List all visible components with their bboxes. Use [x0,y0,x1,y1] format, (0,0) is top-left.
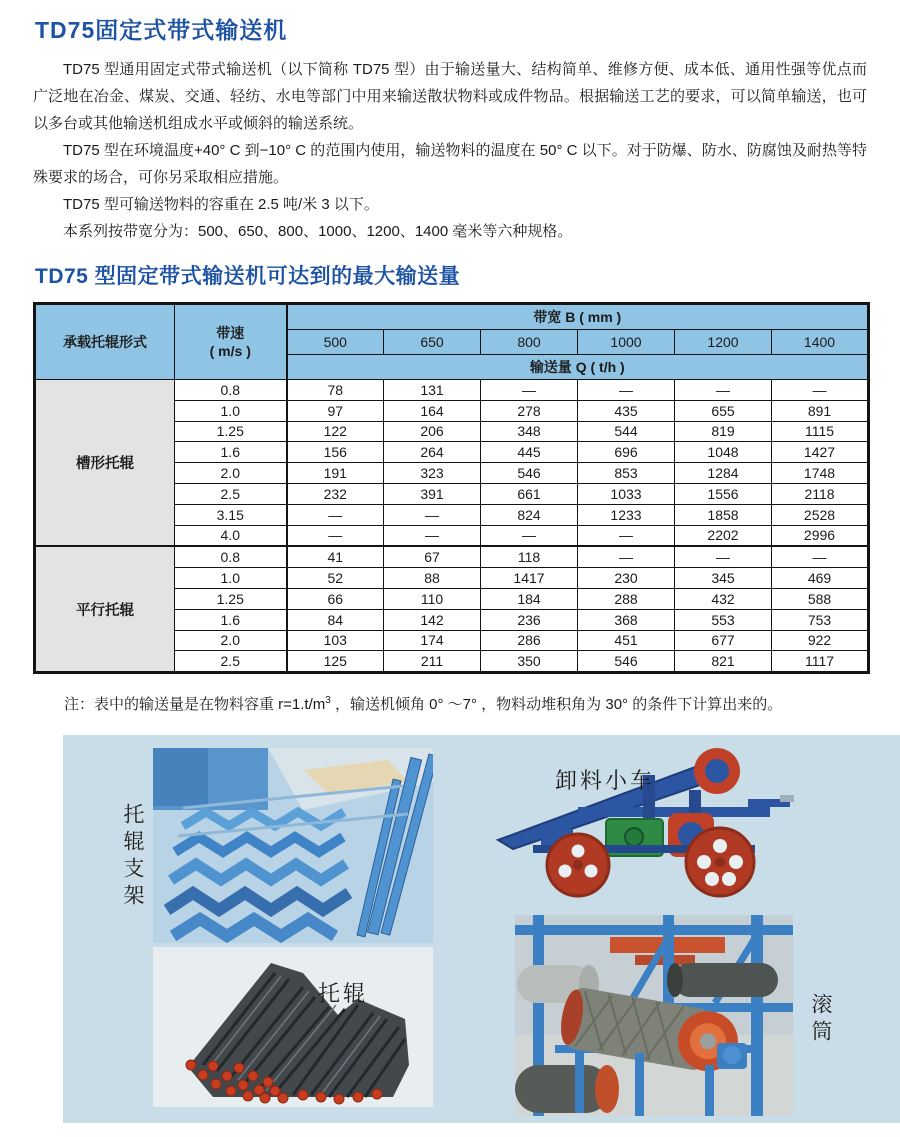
drum-photo [515,915,793,1116]
capacity-cell: 1233 [578,504,675,525]
capacity-cell: 922 [772,630,869,651]
capacity-cell: 350 [481,651,578,673]
capacity-cell: — [578,380,675,401]
capacity-cell: — [287,525,384,546]
roller-type-cell: 槽形托辊 [35,380,175,547]
capacity-cell: 174 [384,630,481,651]
capacity-cell: 891 [772,400,869,421]
capacity-cell: 553 [675,609,772,630]
speed-cell: 0.8 [175,546,287,567]
capacity-cell: 432 [675,588,772,609]
capacity-cell: 156 [287,442,384,463]
corner-header-cell: 承载托辊形式 [35,304,175,380]
capacity-cell: 1748 [772,463,869,484]
capacity-cell: 853 [578,463,675,484]
capacity-cell: 78 [287,380,384,401]
capacity-cell: 696 [578,442,675,463]
capacity-cell: 88 [384,568,481,589]
bandwidth-value-cell: 650 [384,330,481,355]
speed-cell: 0.8 [175,380,287,401]
capacity-cell: 1284 [675,463,772,484]
capacity-cell: 122 [287,421,384,442]
capacity-cell: 2528 [772,504,869,525]
capacity-cell: 469 [772,568,869,589]
capacity-cell: 118 [481,546,578,567]
page-title: TD75固定式带式输送机 [35,17,288,43]
roller-photo-label: 托辊 [318,981,369,1007]
capacity-cell: 52 [287,568,384,589]
table-header [35,304,869,380]
capacity-cell: 661 [481,483,578,504]
roller-photo [153,947,433,1107]
capacity-cell: 753 [772,609,869,630]
speed-cell: 1.25 [175,588,287,609]
speed-cell: 2.0 [175,630,287,651]
table-row [35,380,869,401]
capacity-cell: 142 [384,609,481,630]
roller-type-cell: 平行托辊 [35,546,175,672]
capacity-cell: 655 [675,400,772,421]
bandwidth-value-cell: 1000 [578,330,675,355]
capacity-cell: 588 [772,588,869,609]
capacity-cell: 41 [287,546,384,567]
capacity-cell: 278 [481,400,578,421]
capacity-cell: — [287,504,384,525]
capacity-cell: 1427 [772,442,869,463]
capacity-cell: 345 [675,568,772,589]
bracket-photo [153,748,433,943]
speed-cell: 1.0 [175,568,287,589]
speed-cell: 1.6 [175,609,287,630]
capacity-cell: — [578,525,675,546]
speed-header-line1: 带速 [216,324,245,341]
speed-cell: 1.0 [175,400,287,421]
capacity-table [33,302,870,674]
capacity-cell: 67 [384,546,481,567]
drum-photo-label: 滚筒 [809,993,832,1048]
capacity-cell: 66 [287,588,384,609]
capacity-cell: 191 [287,463,384,484]
capacity-cell: 110 [384,588,481,609]
note-suffix: ，输送机倾角 0° ～7° ，物料动堆积角为 30° 的条件下计算出来的。 [330,696,783,714]
capacity-cell: 445 [481,442,578,463]
speed-cell: 3.15 [175,504,287,525]
speed-cell: 4.0 [175,525,287,546]
capacity-cell: — [772,546,869,567]
capacity-cell: 323 [384,463,481,484]
capacity-cell: 1417 [481,568,578,589]
photo-panel [63,735,900,1123]
bandwidth-value-cell: 1200 [675,330,772,355]
capacity-cell: 544 [578,421,675,442]
capacity-cell: 184 [481,588,578,609]
speed-header-cell [175,304,287,380]
capacity-header-cell: 输送量 Q ( t/h ) [287,355,869,380]
capacity-cell: — [384,525,481,546]
speed-cell: 2.0 [175,463,287,484]
capacity-cell: 236 [481,609,578,630]
capacity-cell: 230 [578,568,675,589]
note-superscript: 3 [325,695,331,707]
bracket-photo-label: 托辊支架 [121,803,144,912]
capacity-cell: 1048 [675,442,772,463]
capacity-cell: 824 [481,504,578,525]
capacity-cell: 103 [287,630,384,651]
capacity-cell: — [675,380,772,401]
capacity-cell: 1033 [578,483,675,504]
capacity-cell: — [384,504,481,525]
capacity-cell: 677 [675,630,772,651]
capacity-cell: 391 [384,483,481,504]
speed-header-line2: ( m/s ) [209,343,251,359]
capacity-cell: 1858 [675,504,772,525]
capacity-cell: — [481,525,578,546]
capacity-cell: 288 [578,588,675,609]
capacity-cell: 264 [384,442,481,463]
capacity-cell: 348 [481,421,578,442]
capacity-cell: 97 [287,400,384,421]
table-note [33,693,867,714]
trolley-photo-label: 卸料小车 [555,768,656,794]
speed-cell: 2.5 [175,483,287,504]
capacity-cell: 131 [384,380,481,401]
capacity-cell: — [772,380,869,401]
capacity-cell: 435 [578,400,675,421]
capacity-cell: 206 [384,421,481,442]
table-heading: TD75 型固定带式输送机可达到的最大输送量 [35,265,461,288]
speed-cell: 1.25 [175,421,287,442]
bandwidth-value-cell: 500 [287,330,384,355]
capacity-cell: 286 [481,630,578,651]
capacity-cell: 819 [675,421,772,442]
capacity-cell: 1115 [772,421,869,442]
capacity-cell: 125 [287,651,384,673]
capacity-table-body [35,380,869,673]
capacity-cell: 211 [384,651,481,673]
capacity-cell: 2202 [675,525,772,546]
note-prefix: 注：表中的输送量是在物料容重 r=1.t/m [64,696,326,714]
capacity-cell: — [675,546,772,567]
bandwidth-header-cell: 带宽 B ( mm ) [287,304,869,330]
table-row [35,546,869,567]
capacity-cell: 164 [384,400,481,421]
capacity-cell: 821 [675,651,772,673]
capacity-cell: 546 [481,463,578,484]
bandwidth-value-cell: 800 [481,330,578,355]
capacity-cell: 84 [287,609,384,630]
capacity-cell: 232 [287,483,384,504]
intro-paragraph-1: TD75 型通用固定式带式输送机（以下简称 TD75 型）由于输送量大、结构简单、维修方便、成本低、通用性强等优点而广泛地在冶金、煤炭、交通、轻纺、水电等部门中用来输送散状物料或成件物品。根据输送工艺的要求，可以简单输送，也可以多台或其他输送机组成水平或倾斜的输送系统。 [33,61,867,132]
intro-paragraph-2: TD75 型在环境温度+40° C 到−10° C 的范围内使用，输送物料的温度在 50° C 以下。对于防爆、防水、防腐蚀及耐热等特殊要求的场合，可你另采取相应措施。 [33,142,867,186]
speed-cell: 1.6 [175,442,287,463]
capacity-cell: — [481,380,578,401]
capacity-cell: 2996 [772,525,869,546]
capacity-cell: 451 [578,630,675,651]
bandwidth-value-cell: 1400 [772,330,869,355]
capacity-cell: 2118 [772,483,869,504]
capacity-cell: 1556 [675,483,772,504]
intro-paragraph-4: 本系列按带宽分为：500、650、800、1000、1200、1400 毫米等六种规格。 [63,223,573,240]
capacity-cell: 368 [578,609,675,630]
capacity-cell: 1117 [772,651,869,673]
capacity-cell: 546 [578,651,675,673]
intro-paragraph-3: TD75 型可输送物料的容重在 2.5 吨/米 3 以下。 [63,196,379,213]
capacity-cell: — [578,546,675,567]
speed-cell: 2.5 [175,651,287,673]
